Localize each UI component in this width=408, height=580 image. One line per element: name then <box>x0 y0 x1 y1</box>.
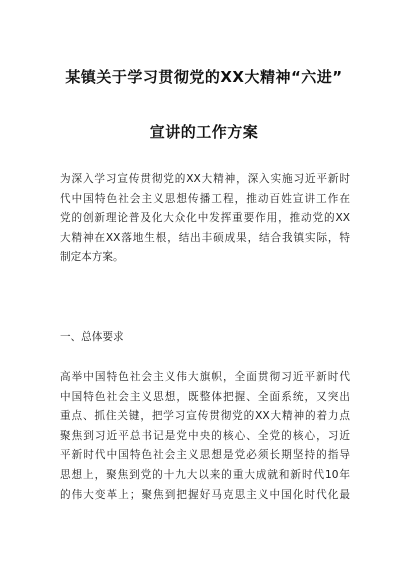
text-line: 制定本方案。 <box>60 251 124 264</box>
text-line: 代中国特色社会主义思想传播工程，推动百姓宣讲工作在 <box>60 192 350 205</box>
intro-paragraph <box>60 170 350 268</box>
document-title-line-2: 宣讲的工作方案 <box>149 123 259 141</box>
text-line: 聚焦到习近平总书记是党中央的核心、全党的核心，习近 <box>60 429 350 442</box>
text-line: 重点、抓住关键，把学习宣传贯彻党的XX大精神的着力点 <box>60 410 350 423</box>
section-heading: 一、总体要求 <box>60 331 124 343</box>
text-line: 为深入学习宣传贯彻党的XX大精神，深入实施习近平新时 <box>60 173 350 185</box>
document-title-line-1: 某镇关于学习贯彻党的XX大精神“六进” <box>65 68 343 86</box>
body-paragraph <box>60 368 350 505</box>
text-line: 中国特色社会主义思想，既整体把握、全面系统，又突出 <box>60 390 350 403</box>
text-line: 党的创新理论普及化大众化中发挥重要作用，推动党的XX <box>60 212 350 225</box>
text-line: 的伟大变革上；聚焦到把握好马克思主义中国化时代化最 <box>60 488 350 501</box>
text-line: 思想上，聚焦到党的十九大以来的重大成就和新时代10年 <box>60 468 350 481</box>
text-line: 高举中国特色社会主义伟大旗帜，全面贯彻习近平新时代 <box>60 371 350 383</box>
text-line: 大精神在XX落地生根，结出丰硕成果，结合我镇实际，特 <box>60 231 350 244</box>
text-line: 平新时代中国特色社会主义思想是党必须长期坚持的指导 <box>60 449 350 462</box>
